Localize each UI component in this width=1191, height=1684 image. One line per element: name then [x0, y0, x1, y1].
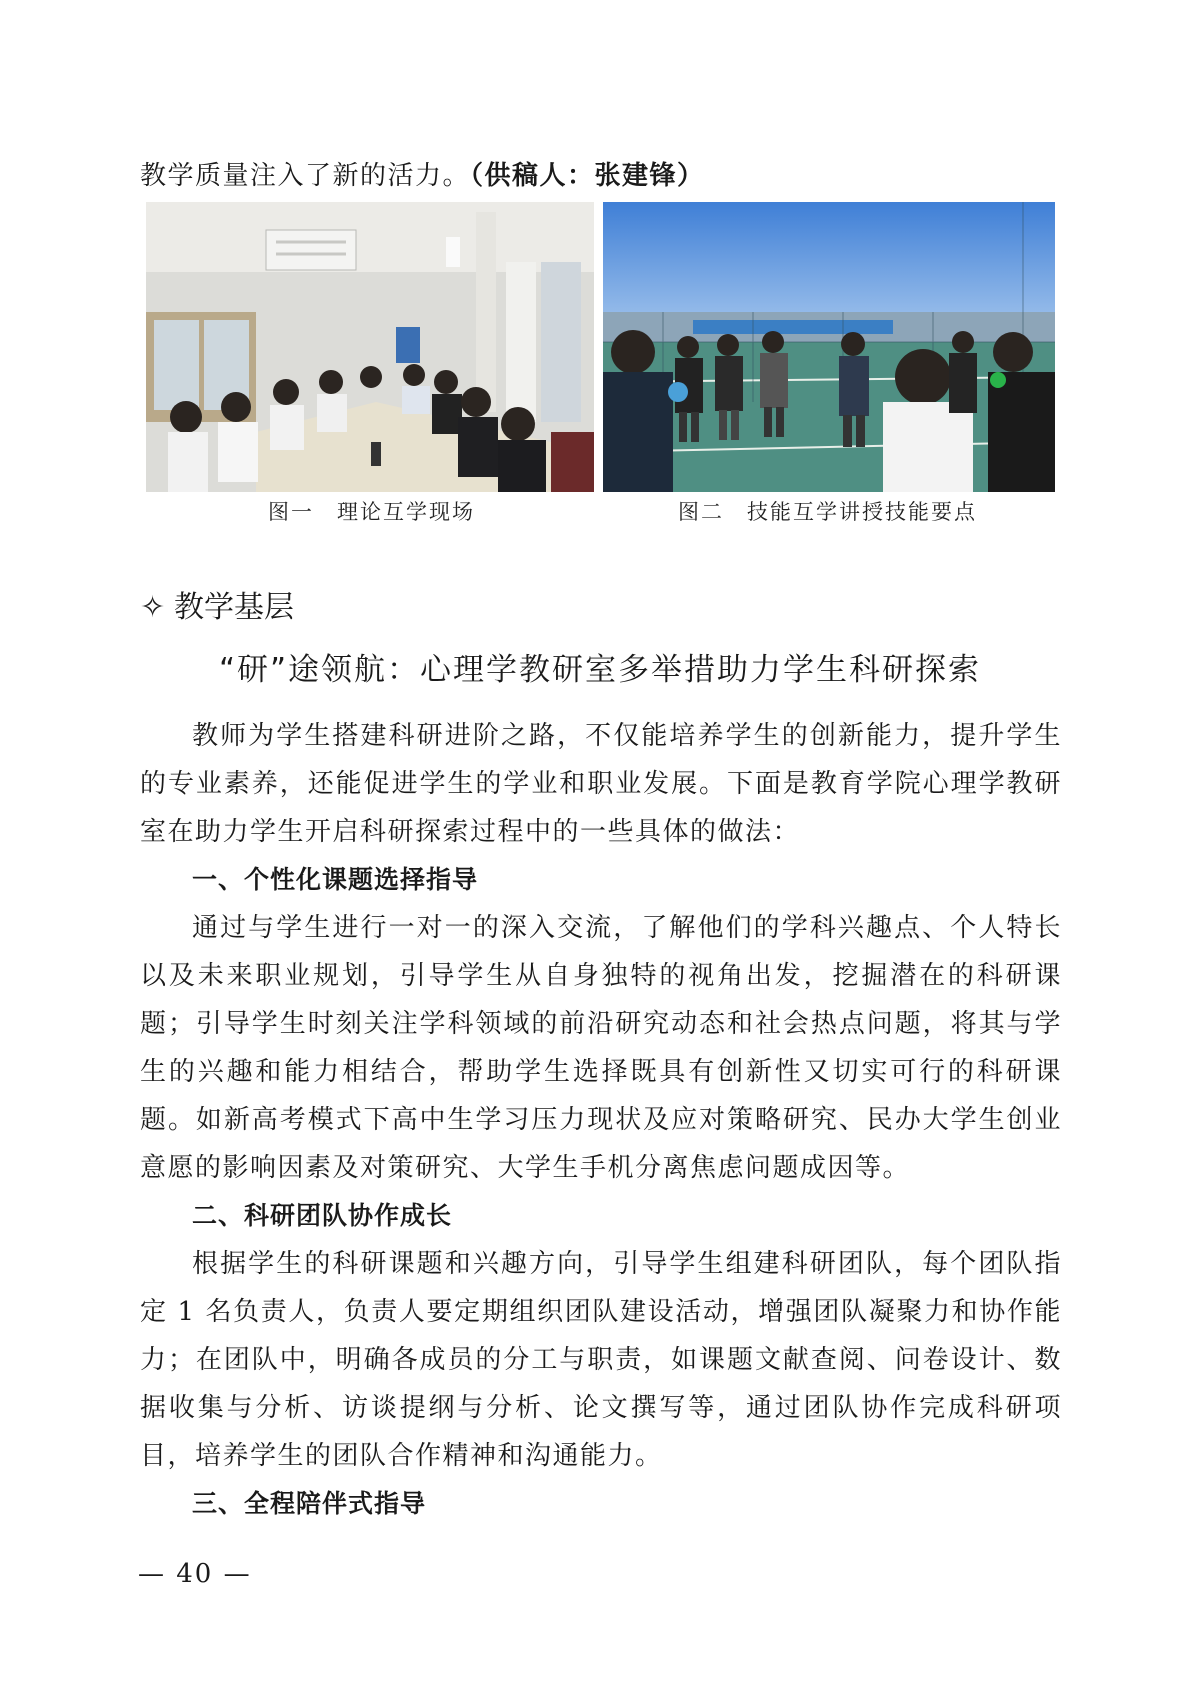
subheading-1: 一、个性化课题选择指导 — [192, 865, 479, 894]
figure-caption-1: 图一 理论互学现场 — [268, 500, 475, 524]
section-title: 教学基层 — [174, 590, 294, 625]
photo-classroom-meeting — [146, 202, 594, 492]
lead-text: 教学质量注入了新的活力。 — [140, 161, 471, 191]
author-credit: （供稿人：张建锋） — [470, 161, 705, 191]
diamond-icon: ✧ — [140, 590, 166, 625]
section-heading — [140, 588, 294, 628]
classroom-photo-illustration — [146, 202, 594, 492]
figure-caption-2: 图二 技能互学讲授技能要点 — [678, 500, 977, 524]
subheading-2: 二、科研团队协作成长 — [192, 1201, 453, 1230]
paragraph-2: 根据学生的科研课题和兴趣方向，引导学生组建科研团队，每个团队指定 1 名负责人，负责人要定期组织团队建设活动，增强团队凝聚力和协作能力；在团队中，明确各成员的分工与职责，如课题文献查阅、问卷设计、数据收集与分析、访谈提纲与分析、论文撰写等，通过团队协作完成科研项目，培养学生的团队合作精神和沟通能力。 — [140, 1249, 1062, 1471]
page-number: — 40 — — [138, 1559, 252, 1589]
intro-paragraph: 教师为学生搭建科研进阶之路，不仅能培养学生的创新能力，提升学生的专业素养，还能促进学生的学业和职业发展。下面是教育学院心理学教研室在助力学生开启科研探索过程中的一些具体的做法： — [140, 721, 1062, 847]
court-photo-illustration — [603, 202, 1055, 492]
photo-outdoor-skills-lecture — [603, 202, 1055, 492]
article-body — [140, 712, 1062, 1528]
lead-paragraph — [140, 152, 1060, 200]
subheading-3: 三、全程陪伴式指导 — [192, 1489, 427, 1518]
paragraph-1: 通过与学生进行一对一的深入交流，了解他们的学科兴趣点、个人特长以及未来职业规划，引导学生从自身独特的视角出发，挖掘潜在的科研课题；引导学生时刻关注学科领域的前沿研究动态和社会热点问题，将其与学生的兴趣和能力相结合，帮助学生选择既具有创新性又切实可行的科研课题。如新高考模式下高中生学习压力现状及应对策略研究、民办大学生创业意愿的影响因素及对策研究、大学生手机分离焦虑问题成因等。 — [140, 913, 1062, 1183]
article-title: “研”途领航：心理学教研室多举措助力学生科研探索 — [218, 652, 982, 688]
